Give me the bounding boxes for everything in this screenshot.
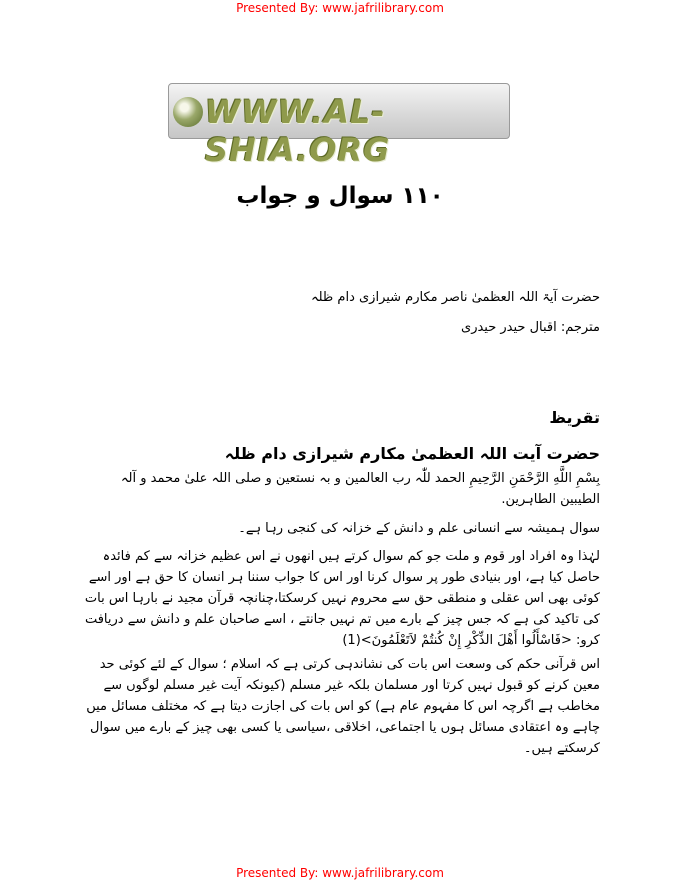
translator-line: مترجم: اقبال حیدر حیدری: [461, 320, 600, 335]
logo-text: WWW.AL-SHIA.ORG: [205, 93, 391, 169]
globe-icon: [173, 97, 203, 127]
site-logo-banner: [168, 83, 510, 169]
paragraph-intro: سوال ہمیشہ سے انسانی علم و دانش کے خزانہ کی کنجی رہا ہے۔: [238, 521, 600, 536]
paragraph-quran-scope: اس قرآنی حکم کی وسعت اس بات کی نشاندہی کرتی ہے کہ اسلام ؛ سوال کے لئے کوئی حد معین کرنے کو قبول نہیں کرتا اور مسلمان بلکہ غیر مسلم (کیونکہ آیت غیر مسلم لوگوں سے مخاطب ہے اگرچہ اس کا مفہوم عام ہے) کو اس بات کی اجازت دیتا ہے کہ مختلف مسائل میں چاہے وہ اعتقادی مسائل ہوں یا اجتماعی، اخلاقی ،سیاسی یا کسی بھی چیز کے بارے میں سوال کرسکتے ہیں۔: [86, 657, 600, 756]
paragraph-bismillah: بِسْمِ اللَّهِ الرَّحْمَنِ الرَّحِيمِ الحمد للّٰہ رب العالمین و بہ نستعین و صلی اللہ علیٰ محمد و آلہ الطیبین الطاہرین.: [120, 471, 600, 507]
author-line: حضرت آیۃ اللہ العظمیٰ ناصر مکارم شیرازی دام ظلہ: [311, 290, 600, 305]
foreword-heading: تقریظ: [549, 408, 600, 427]
page-title: ۱۱۰ سوال و جواب: [236, 183, 444, 209]
watermark-top: Presented By: www.jafrilibrary.com: [236, 1, 444, 15]
watermark-bottom: Presented By: www.jafrilibrary.com: [236, 866, 444, 880]
foreword-subheading: حضرت آیت اللہ العظمیٰ مکارم شیرازی دام ظلہ: [224, 444, 600, 463]
paragraph-right-to-ask: لہٰذا وہ افراد اور قوم و ملت جو کم سوال کرتے ہیں انھوں نے اس عظیم خزانہ سے کم فائدہ حاصل کیا ہے، اور بنیادی طور پر سوال کرنا اور اس کا جواب سننا ہر انسان کا حق ہے اور اسے کوئی بھی اس عقلی و منطقی حق سے محروم نہیں کرسکتا،چنانچہ قرآن مجید نے بارہا اس بات کی تاکید کی ہے کہ جس چیز کے بارے میں تم نہیں جانتے ، اسے صاحبان علم و دانش سے دریافت کرو: <فَاسْأَلُوا أَهْلَ الذِّكْرِ إِنْ كُنتُمْ لاَتَعْلَمُونَ>(1): [84, 549, 600, 648]
